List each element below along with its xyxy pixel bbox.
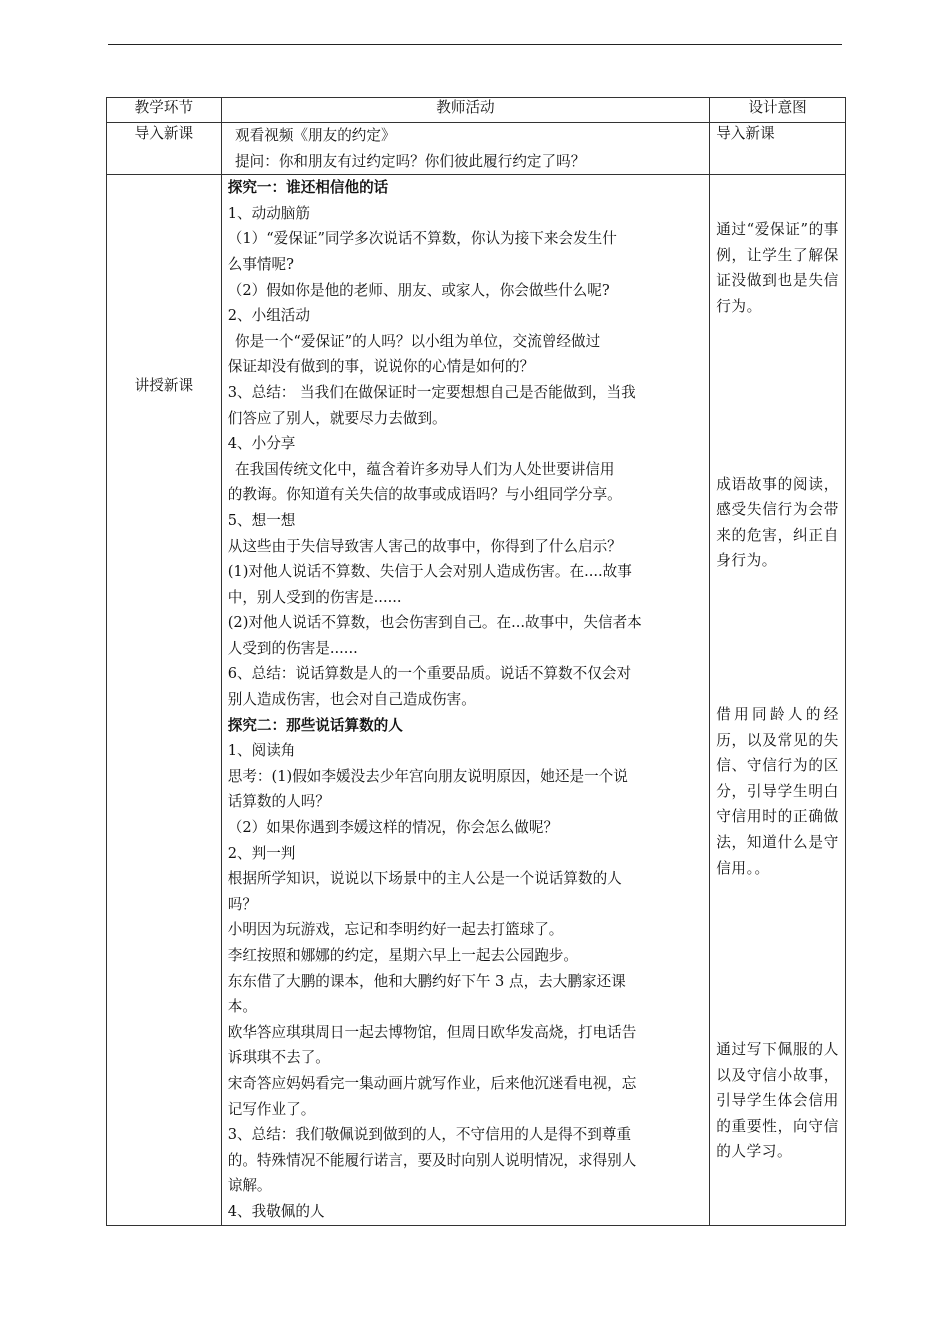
activity-line: 4、小分享 xyxy=(227,435,296,453)
header-activity: 教师活动 xyxy=(221,98,709,123)
activity-line: 根据所学知识，说说以下场景中的主人公是一个说话算数的人 xyxy=(227,870,622,888)
activity-line: 中，别人受到的伤害是...... xyxy=(227,588,402,606)
activity-line: 从这些由于失信导致害人害己的故事中，你得到了什么启示？ xyxy=(227,537,622,555)
stage-main-cell xyxy=(107,175,222,1225)
activity-line: 本。 xyxy=(227,998,257,1016)
activity-line: 记写作业了。 xyxy=(227,1100,316,1118)
activity-line: 3、总结： 当我们在做保证时一定要想想自己是否能做到，当我 xyxy=(227,383,636,401)
design-intent-text: 借用同龄人的经历，以及常见的失信、守信行为的区分，引导学生明白守信用时的正确做法，知道什么是守信用。。 xyxy=(716,705,839,877)
activity-line: （1）“爱保证”同学多次说话不算数，你认为接下来会发生什 xyxy=(227,230,617,248)
activity-line: 你是一个“爱保证”的人吗？以小组为单位，交流曾经做过 xyxy=(235,332,601,350)
activity-line: 2、判一判 xyxy=(227,844,296,862)
activity-line: 的。特殊情况不能履行诺言，要及时向别人说明情况，求得别人 xyxy=(227,1151,637,1169)
activity-line: 1、动动脑筋 xyxy=(227,204,310,222)
activity-line: 5、想一想 xyxy=(227,511,296,529)
intent-main-cell xyxy=(710,175,846,1225)
activity-line: （2）如果你遇到李媛这样的情况，你会怎么做呢？ xyxy=(227,819,559,837)
header-stage: 教学环节 xyxy=(107,98,222,123)
activity-line: 4、我敬佩的人 xyxy=(227,1202,325,1220)
activity-line: （2）假如你是他的老师、朋友、或家人，你会做些什么呢? xyxy=(227,281,610,299)
activity-line: 人受到的伤害是...... xyxy=(227,639,358,657)
lesson-plan-table xyxy=(106,97,846,1226)
stage-main: 讲授新课 xyxy=(134,377,194,395)
header-intent: 设计意图 xyxy=(710,98,846,123)
activity-line: 别人造成伤害，也会对自己造成伤害。 xyxy=(227,691,476,709)
activity-line: 思考：(1)假如李媛没去少年宫向朋友说明原因，她还是一个说 xyxy=(227,767,628,785)
table-row-intro xyxy=(107,123,846,175)
activity-line: (1)对他人说话不算数、失信于人会对别人造成伤害。在....故事 xyxy=(227,563,632,581)
activity-line: 在我国传统文化中，蕴含着许多劝导人们为人处世要讲信用 xyxy=(235,460,615,478)
activity-line: 2、小组活动 xyxy=(227,307,310,325)
activity-line: 欧华答应琪琪周日一起去博物馆，但周日欧华发高烧，打电话告 xyxy=(227,1023,637,1041)
activity-line: 李红按照和娜娜的约定，星期六早上一起去公园跑步。 xyxy=(227,947,578,964)
section-heading: 探究二：那些说话算数的人 xyxy=(227,716,403,734)
activity-line: 保证却没有做到的事，说说你的心情是如何的？ xyxy=(227,358,535,376)
activity-line: 东东借了大鹏的课本，他和大鹏约好下午 3 点，去大鹏家还课 xyxy=(227,972,626,990)
activity-line: 的教诲。你知道有关失信的故事或成语吗？与小组同学分享。 xyxy=(227,486,622,504)
design-intent-text: 成语故事的阅读，感受失信行为会带来的危害，纠正自身行为。 xyxy=(716,475,839,570)
stage-intro: 导入新课 xyxy=(107,123,222,175)
activity-line: 们答应了别人，就要尽力去做到。 xyxy=(227,409,447,427)
activity-main xyxy=(221,175,709,1225)
activity-line: (2)对他人说话不算数，也会伤害到自己。在...故事中，失信者本 xyxy=(227,614,642,632)
activity-line: 诉琪琪不去了。 xyxy=(227,1049,330,1067)
activity-line: 话算数的人吗？ xyxy=(227,793,330,811)
activity-line: 1、阅读角 xyxy=(227,742,296,760)
activity-line: 么事情呢? xyxy=(227,255,294,273)
activity-intro xyxy=(221,123,709,175)
design-intent-text: 通过“爱保证”的事例，让学生了解保证没做到也是失信行为。 xyxy=(716,221,839,315)
activity-line: 宋奇答应妈妈看完一集动画片就写作业，后来他沉迷看电视，忘 xyxy=(227,1074,637,1092)
section-heading: 探究一：谁还相信他的话 xyxy=(227,179,389,197)
activity-line: 小明因为玩游戏，忘记和李明约好一起去打篮球了。 xyxy=(227,921,564,939)
table-row-main xyxy=(107,175,846,1225)
header-rule xyxy=(108,44,842,45)
activity-line: 3、总结：我们敬佩说到做到的人，不守信用的人是得不到尊重 xyxy=(227,1126,632,1144)
activity-line: 吗？ xyxy=(227,895,257,913)
activity-line: 提问：你和朋友有过约定吗？你们彼此履行约定了吗？ xyxy=(235,152,586,170)
activity-line: 谅解。 xyxy=(227,1177,272,1195)
activity-line: 6、总结：说话算数是人的一个重要品质。说话不算数不仅会对 xyxy=(227,665,632,683)
design-intent-text: 通过写下佩服的人以及守信小故事，引导学生体会信用的重要性，向守信的人学习。 xyxy=(716,1041,839,1161)
activity-line: 观看视频《朋友的约定》 xyxy=(235,127,396,144)
table-header-row xyxy=(107,98,846,123)
intent-intro: 导入新课 xyxy=(710,123,846,175)
